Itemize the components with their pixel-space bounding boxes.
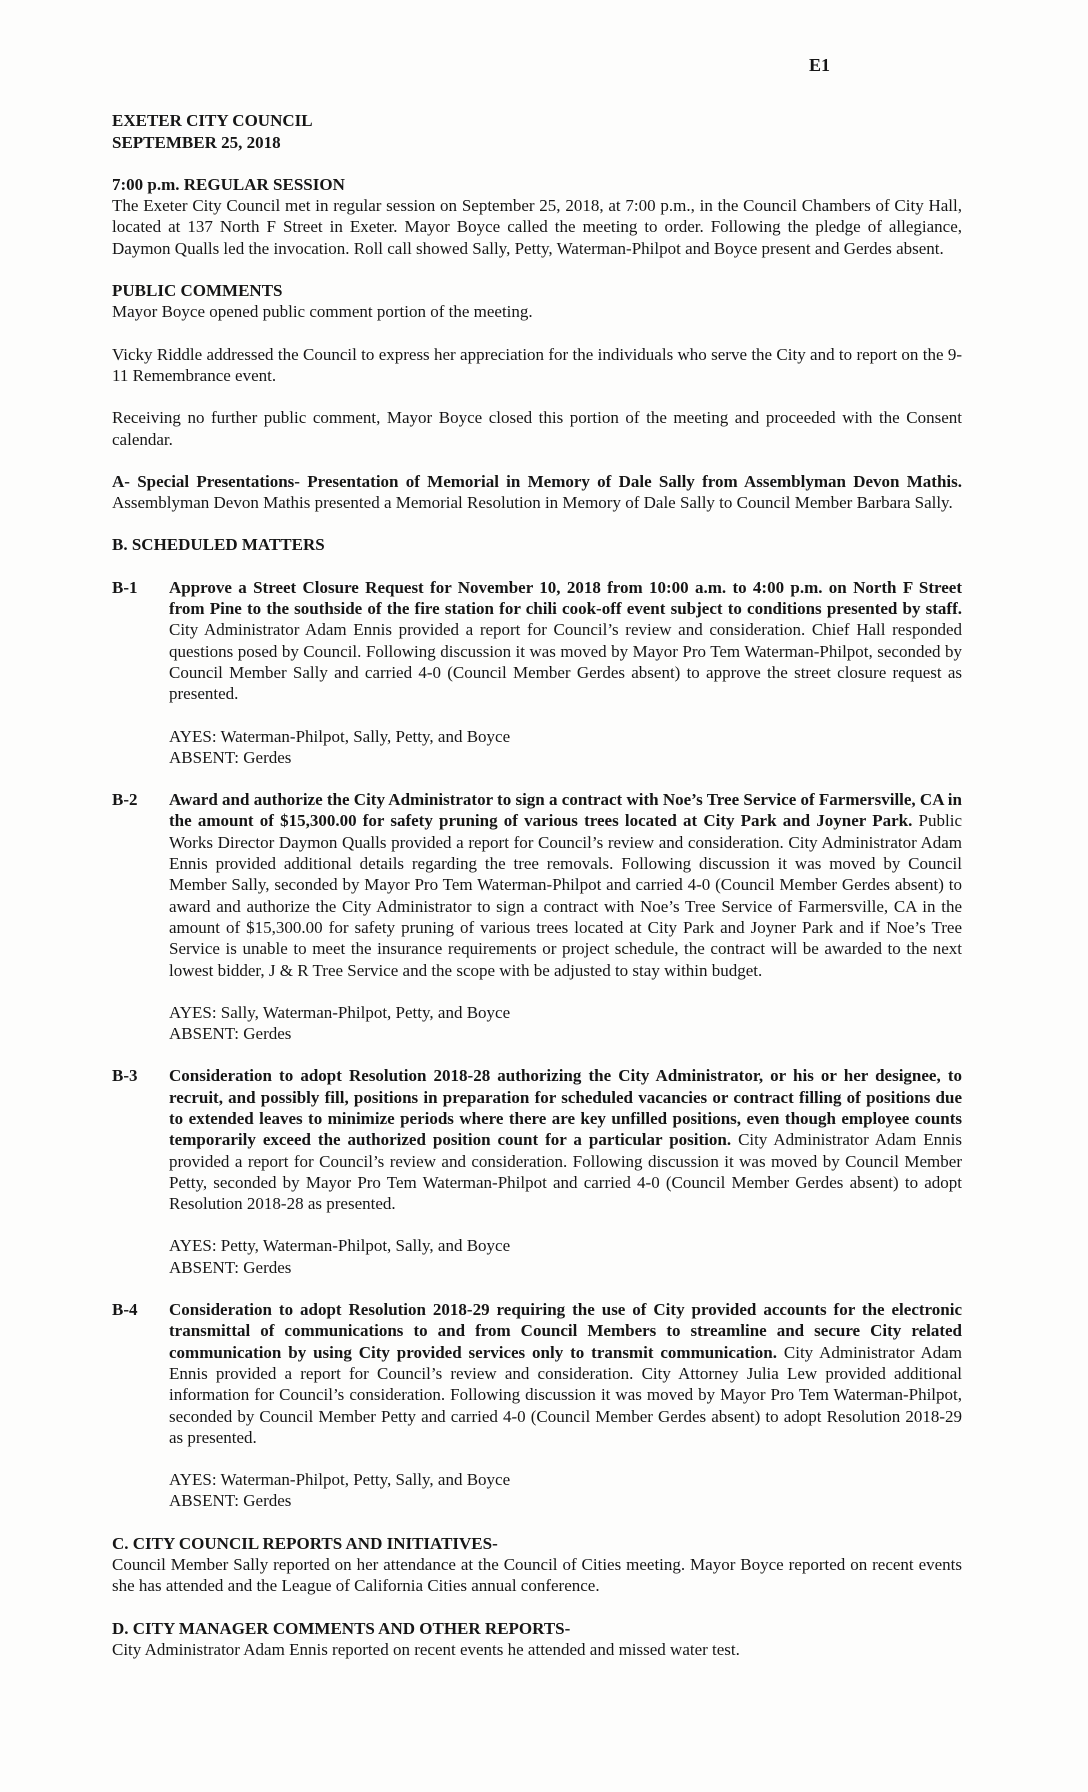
item-b3: [112, 1065, 962, 1278]
item-b2-lead: Award and authorize the City Administrator to sign a contract with Noe’s Tree Service of Farmersville, CA in the amount of $15,300.00 for safety pruning of various trees located at City Park and Joyner Park.: [169, 790, 962, 831]
item-b1-body: City Administrator Adam Ennis provided a report for Council’s review and consideration. Chief Hall responded questions posed by Council. Following discussion it was moved by Mayor Pro Tem Waterman-Philpot, seconded by Council Member Sally and carried 4-0 (Council Member Gerdes absent) to approve the street closure request as presented.: [169, 620, 962, 704]
item-b3-paragraph: [169, 1065, 962, 1214]
scheduled-matters-heading-block: [112, 534, 962, 555]
section-c-paragraph: Council Member Sally reported on her attendance at the Council of Cities meeting. Mayor Boyce reported on recent events she has attended and the League of California Cities annual conference.: [112, 1555, 962, 1596]
meeting-date: SEPTEMBER 25, 2018: [112, 132, 281, 152]
item-b3-body: City Administrator Adam Ennis provided a report for Council’s review and consideration. Following discussion it was moved by Council Member Petty, seconded by Mayor Pro Tem Waterman-Philpot and carried 4-0 (Council Member Gerdes absent) to adopt Resolution 2018-28 as presented.: [169, 1130, 963, 1214]
regular-session-paragraph: The Exeter City Council met in regular session on September 25, 2018, at 7:00 p.m., in the Council Chambers of City Hall, located at 137 North F Street in Exeter. Mayor Boyce called the meeting to order. Following the pledge of allegiance, Daymon Qualls led the invocation. Roll call showed Sally, Petty, Waterman-Philpot and Boyce present and Gerdes absent.: [112, 196, 962, 258]
item-b4-body: City Administrator Adam Ennis provided a report for Council’s review and consideration. City Attorney Julia Lew provided additional information for Council’s consideration. Following discussion it was moved by Mayor Pro Tem Waterman-Philpot, seconded by Council Member Petty and carried 4-0 (Council Member Gerdes absent) to adopt Resolution 2018-29 as presented.: [169, 1342, 962, 1447]
item-b4-lead: Consideration to adopt Resolution 2018-29 requiring the use of City provided accounts for the electronic transmittal of communications to and from Council Members to streamline and secure City related communication by using City provided services only to transmit communication.: [169, 1300, 962, 1362]
document-title-block: [112, 110, 962, 153]
section-c-heading: C. CITY COUNCIL REPORTS AND INITIATIVES-: [112, 1533, 498, 1553]
public-comments-paragraph: Mayor Boyce opened public comment portion of the meeting.: [112, 302, 533, 322]
section-d: [112, 1618, 962, 1661]
page-number: E1: [808, 55, 830, 75]
regular-session-heading: 7:00 p.m. REGULAR SESSION: [112, 174, 345, 194]
public-comments-section: [112, 280, 962, 450]
item-b2: [112, 789, 962, 1044]
item-b1-paragraph: [169, 577, 962, 705]
item-b2-absent: ABSENT: Gerdes: [169, 1024, 292, 1044]
item-b3-absent: ABSENT: Gerdes: [169, 1257, 292, 1277]
item-b3-lead: Consideration to adopt Resolution 2018-28 authorizing the City Administrator, or his or her designee, to recruit, and possibly fill, positions in preparation for scheduled vacancies or contract filling of positions due to extended leaves to minimize periods where there are key unfilled positions, even though employee counts temporarily exceed the authorized position count for a particular position.: [169, 1066, 962, 1150]
item-b4-ayes: AYES: Waterman-Philpot, Petty, Sally, and Boyce: [169, 1470, 511, 1490]
section-c: [112, 1533, 962, 1597]
item-b1: [112, 577, 962, 768]
item-b1-lead: Approve a Street Closure Request for November 10, 2018 from 10:00 a.m. to 4:00 p.m. on North F Street from Pine to the southside of the fire station for chili cook-off event subject to conditions presented by staff.: [169, 577, 962, 619]
item-b1-label: B-1: [112, 577, 138, 597]
item-b2-paragraph: [169, 789, 962, 981]
item-a-body: Assemblyman Devon Mathis presented a Memorial Resolution in Memory of Dale Sally to Council Member Barbara Sally.: [112, 493, 953, 513]
item-b2-body: Public Works Director Daymon Qualls provided a report for Council’s review and consideration. City Administrator Adam Ennis provided additional details regarding the tree removals. Following discussion it was moved by Council Member Sally, seconded by Mayor Pro Tem Waterman-Philpot and carried 4-0 (Council Member Gerdes absent) to award and authorize the City Administrator to sign a contract with Noe’s Tree Service of Farmersville, CA in the amount of $15,300.00 for safety pruning of various trees located at City Park and Joyner Park and if Noe’s Tree Service is unable to meet the insurance requirements or project schedule, the contract will be awarded to the next lowest bidder, J & R Tree Service and the scope with be adjusted to stay within budget.: [169, 811, 962, 980]
item-b3-ayes: AYES: Petty, Waterman-Philpot, Sally, and Boyce: [169, 1236, 511, 1256]
scheduled-matters-heading: B. SCHEDULED MATTERS: [112, 535, 325, 555]
section-d-paragraph: City Administrator Adam Ennis reported on recent events he attended and missed water test.: [112, 1639, 740, 1659]
item-b4-paragraph: [169, 1299, 962, 1448]
item-a-paragraph: [112, 471, 962, 514]
item-a-special-presentations: [112, 471, 962, 514]
item-b3-label: B-3: [112, 1066, 138, 1086]
item-a-lead: A- Special Presentations- Presentation of Memorial in Memory of Dale Sally from Assemblyman Devon Mathis.: [112, 471, 962, 491]
item-b4: [112, 1299, 962, 1512]
item-b2-label: B-2: [112, 790, 138, 810]
regular-session-section: [112, 174, 962, 259]
item-b4-label: B-4: [112, 1300, 138, 1320]
section-d-heading: D. CITY MANAGER COMMENTS AND OTHER REPORTS-: [112, 1618, 571, 1638]
council-name: EXETER CITY COUNCIL: [112, 111, 313, 131]
item-b1-absent: ABSENT: Gerdes: [169, 747, 292, 767]
item-b2-ayes: AYES: Sally, Waterman-Philpot, Petty, and Boyce: [169, 1002, 511, 1022]
item-b4-absent: ABSENT: Gerdes: [169, 1491, 292, 1511]
public-comments-paragraph: Vicky Riddle addressed the Council to express her appreciation for the individuals who serve the City and to report on the 9-11 Remembrance event.: [112, 344, 962, 385]
public-comments-heading: PUBLIC COMMENTS: [112, 281, 283, 301]
public-comments-paragraph: Receiving no further public comment, Mayor Boyce closed this portion of the meeting and proceeded with the Consent calendar.: [112, 408, 962, 449]
item-b1-ayes: AYES: Waterman-Philpot, Sally, Petty, and Boyce: [169, 726, 511, 746]
